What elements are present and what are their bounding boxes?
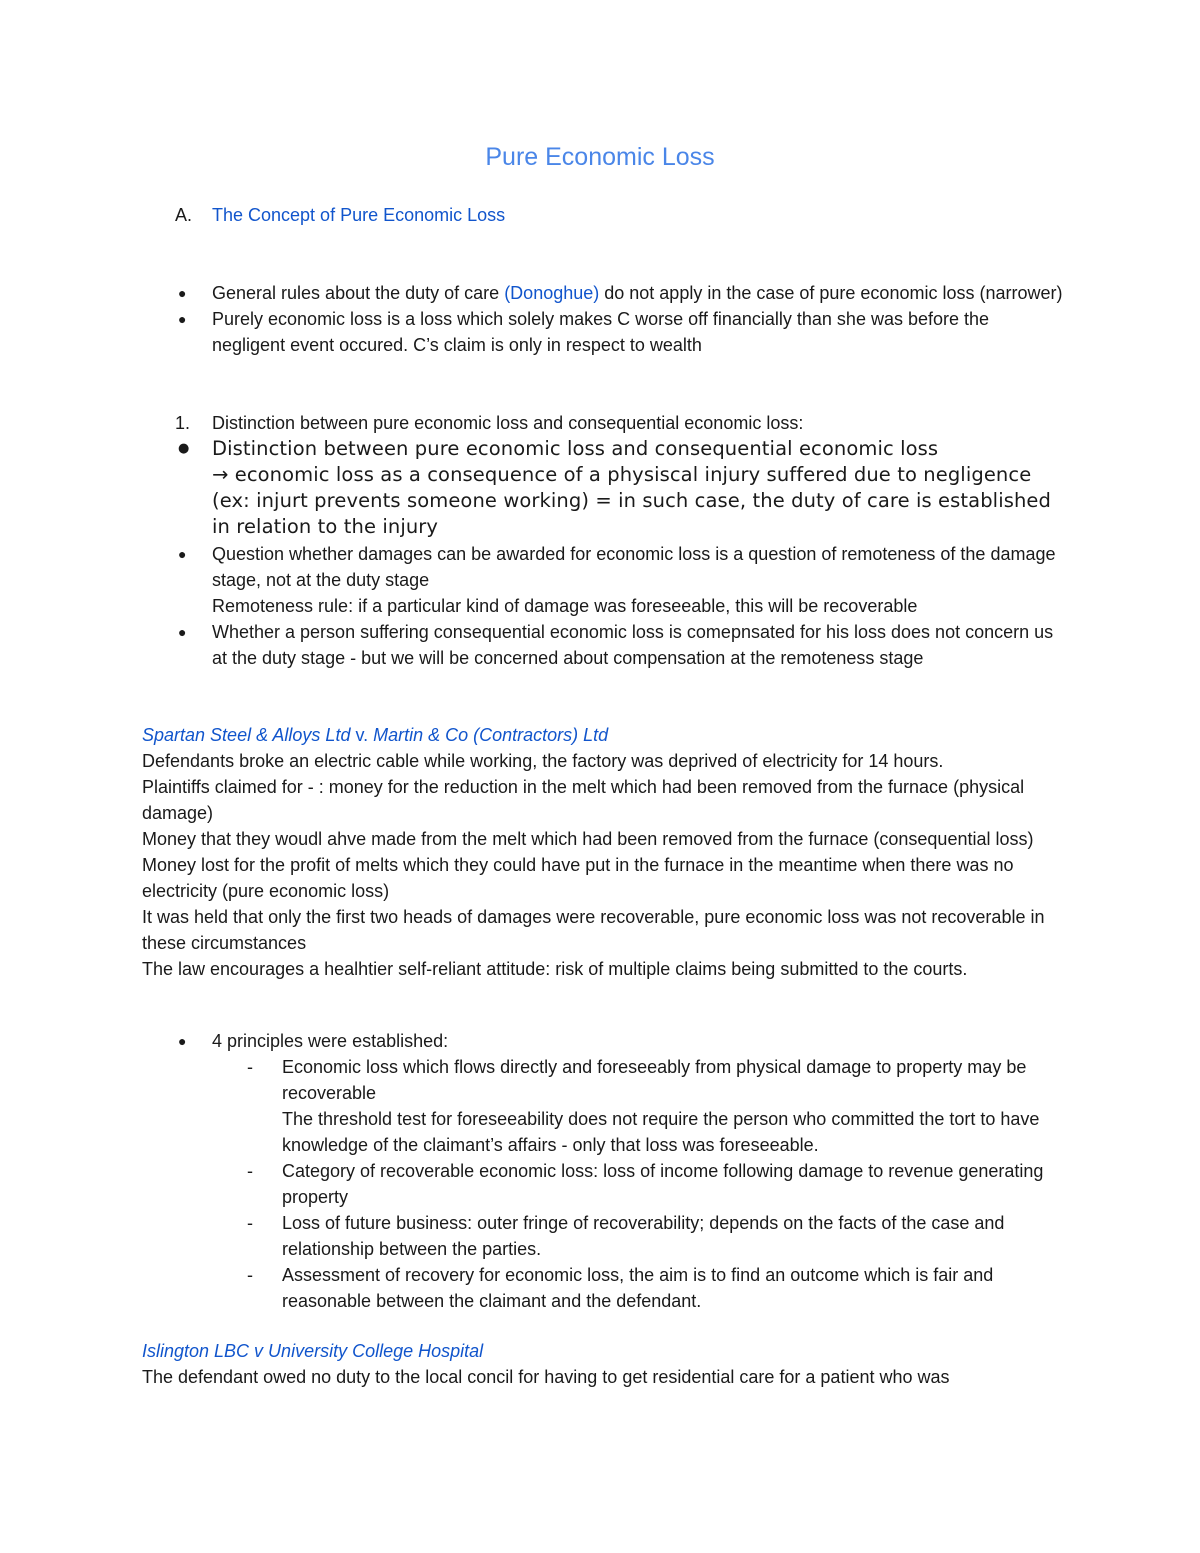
number-marker: 1. — [175, 413, 191, 433]
bullet-line: (ex: injurt prevents someone working) = in such case, the duty of care is established — [212, 489, 1052, 512]
list-item — [175, 280, 1065, 306]
bullet-icon: ● — [178, 1033, 187, 1049]
case-paragraph: The law encourages a healhtier self-reliant attitude: risk of multiple claims being submitted to the courts. — [142, 959, 968, 979]
sub-item-text: Assessment of recovery for economic loss, the aim is to find an outcome which is fair and reasonable between the claimant and the defendant. — [282, 1265, 994, 1311]
numbered-text: Distinction between pure economic loss and consequential economic loss: — [212, 413, 804, 433]
case-title — [142, 722, 1072, 748]
case-party: Spartan Steel & Alloys Ltd — [142, 725, 351, 745]
list-item — [175, 436, 1065, 540]
bullet-text: Purely economic loss is a loss which solely makes C worse off financially than she was before the negligent event occured. C’s claim is only in respect to wealth — [212, 309, 990, 355]
case-party: Martin & Co (Contractors) Ltd — [373, 725, 609, 745]
bullet-text: Whether a person suffering consequential economic loss is comepnsated for his loss does not concern us at the duty stage - but we will be concerned about compensation at the remoteness stage — [212, 622, 1054, 668]
sub-item-text: Loss of future business: outer fringe of recoverability; depends on the facts of the case and relationship between the parties. — [282, 1213, 1005, 1259]
sub-item-text: Category of recoverable economic loss: loss of income following damage to revenue generating property — [282, 1161, 1044, 1207]
dash-marker: - — [247, 1213, 253, 1233]
bullet-text: 4 principles were established: — [212, 1031, 449, 1051]
bullet-icon: ● — [178, 546, 187, 562]
dash-marker: - — [247, 1057, 253, 1077]
bullet-text: do not apply in the case of pure economic loss (narrower) — [599, 283, 1063, 303]
case-islington — [142, 1338, 1072, 1390]
bullet-text: Question whether damages can be awarded for economic loss is a question of remoteness of the damage stage, not at the duty stage — [212, 544, 1056, 590]
case-paragraph: It was held that only the first two heads of damages were recoverable, pure economic loss was not recoverable in these circumstances — [142, 907, 1045, 953]
case-reference-link: (Donoghue) — [504, 283, 600, 303]
case-paragraph: Money lost for the profit of melts which they could have put in the furnace in the meantime when there was no electricity (pure economic loss) — [142, 855, 1014, 901]
bullet-icon: ● — [178, 285, 187, 301]
list-item — [245, 1054, 1075, 1158]
bullet-icon: ● — [178, 441, 190, 456]
bullet-text: General rules about the duty of care — [212, 283, 505, 303]
bullet-line: Distinction between pure economic loss and consequential economic loss — [212, 437, 939, 460]
list-item — [175, 619, 1065, 671]
list-item — [175, 541, 1065, 619]
section-a-heading — [175, 202, 505, 228]
distinction-bullet-list — [175, 436, 1065, 671]
dash-marker: - — [247, 1161, 253, 1181]
bullet-icon: ● — [178, 624, 187, 640]
case-paragraph: Plaintiffs claimed for - : money for the reduction in the melt which had been removed from the furnace (physical damage) — [142, 777, 1025, 823]
case-versus: v. — [350, 725, 374, 745]
bullet-text: Remoteness rule: if a particular kind of damage was foreseeable, this will be recoverable — [212, 596, 918, 616]
page-title: Pure Economic Loss — [485, 143, 715, 171]
case-paragraph: Money that they woudl ahve made from the melt which had been removed from the furnace (consequential loss) — [142, 829, 1034, 849]
sub-item-text: Economic loss which flows directly and foreseeably from physical damage to property may be recoverable — [282, 1057, 1027, 1103]
intro-bullet-list — [175, 280, 1065, 358]
section-heading-text: The Concept of Pure Economic Loss — [212, 205, 506, 225]
case-title: Islington LBC v University College Hospital — [142, 1341, 484, 1361]
numbered-item — [175, 410, 803, 436]
bullet-icon: ● — [178, 311, 187, 327]
bullet-line: in relation to the injury — [212, 515, 439, 538]
case-paragraph: The defendant owed no duty to the local concil for having to get residential care for a patient who was — [142, 1367, 950, 1387]
list-item — [175, 306, 1065, 358]
list-item — [245, 1262, 1075, 1314]
section-marker: A. — [175, 205, 193, 225]
principles-bullet-list — [175, 1028, 1065, 1054]
bullet-line: → economic loss as a consequence of a physiscal injury suffered due to negligence — [212, 463, 1032, 486]
dash-marker: - — [247, 1265, 253, 1285]
list-item — [245, 1158, 1075, 1210]
list-item — [245, 1210, 1075, 1262]
list-item — [175, 1028, 1065, 1054]
case-paragraph: Defendants broke an electric cable while working, the factory was deprived of electricity for 14 hours. — [142, 751, 944, 771]
case-spartan-steel — [142, 722, 1072, 982]
principles-sublist — [245, 1054, 1075, 1314]
sub-item-text: The threshold test for foreseeability does not require the person who committed the tort to have knowledge of the claimant’s affairs - only that loss was foreseeable. — [282, 1109, 1040, 1155]
